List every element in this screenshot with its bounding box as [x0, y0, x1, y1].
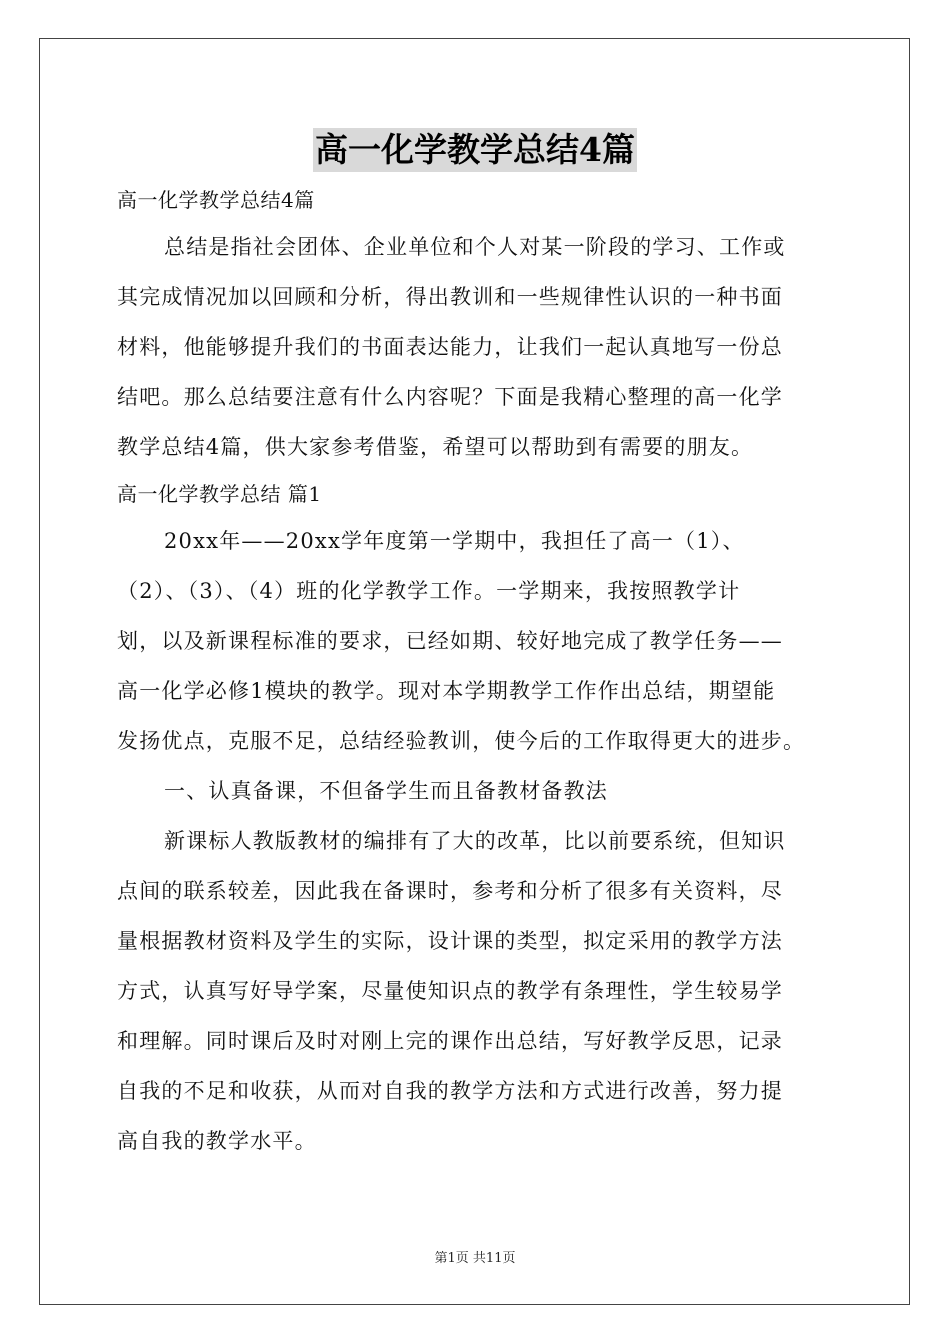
paragraph-line: 总结是指社会团体、企业单位和个人对某一阶段的学习、工作或: [164, 235, 786, 259]
paragraph-line: 其完成情况加以回顾和分析，得出教训和一些规律性认识的一种书面: [117, 285, 783, 309]
paragraph-line: 划，以及新课程标准的要求，已经如期、较好地完成了教学任务——: [117, 629, 783, 653]
document-body: [117, 178, 837, 1166]
paragraph-line: 量根据教材资料及学生的实际，设计课的类型，拟定采用的教学方法: [117, 929, 783, 953]
paragraph-line: 高一化学必修1模块的教学。现对本学期教学工作作出总结，期望能: [117, 679, 776, 703]
paragraph-line: （2）、（3）、（4）班的化学教学工作。一学期来，我按照教学计: [117, 579, 741, 603]
paragraph-line: 自我的不足和收获，从而对自我的教学方法和方式进行改善，努力提: [117, 1079, 783, 1103]
paragraph-line: 教学总结4篇，供大家参考借鉴，希望可以帮助到有需要的朋友。: [117, 435, 754, 459]
paragraph-1: [117, 516, 837, 766]
paragraph-line: 20xx年——20xx学年度第一学期中，我担任了高一（1）、: [164, 529, 745, 553]
paragraph-line: 和理解。同时课后及时对刚上完的课作出总结，写好教学反思，记录: [117, 1029, 783, 1053]
paragraph-line: 高自我的教学水平。: [117, 1129, 317, 1153]
page-footer: 第1页 共11页: [434, 1251, 516, 1266]
document-title: 高一化学教学总结4篇: [313, 128, 637, 172]
paragraph-2: [117, 816, 837, 1166]
point-heading: 一、认真备课，不但备学生而且备教材备教法: [164, 779, 608, 803]
paragraph-line: 新课标人教版教材的编排有了大的改革，比以前要系统，但知识: [164, 829, 786, 853]
section-heading: 高一化学教学总结 篇1: [117, 482, 322, 506]
paragraph-line: 方式，认真写好导学案，尽量使知识点的教学有条理性，学生较易学: [117, 979, 783, 1003]
paragraph-line: 发扬优点，克服不足，总结经验教训，使今后的工作取得更大的进步。: [117, 729, 806, 753]
paragraph-line: 结吧。那么总结要注意有什么内容呢？下面是我精心整理的高一化学: [117, 385, 783, 409]
intro-paragraph: [117, 222, 837, 472]
document-subtitle: 高一化学教学总结4篇: [117, 188, 315, 212]
paragraph-line: 点间的联系较差，因此我在备课时，参考和分析了很多有关资料，尽: [117, 879, 783, 903]
title-container: [0, 128, 950, 172]
paragraph-line: 材料，他能够提升我们的书面表达能力，让我们一起认真地写一份总: [117, 335, 783, 359]
